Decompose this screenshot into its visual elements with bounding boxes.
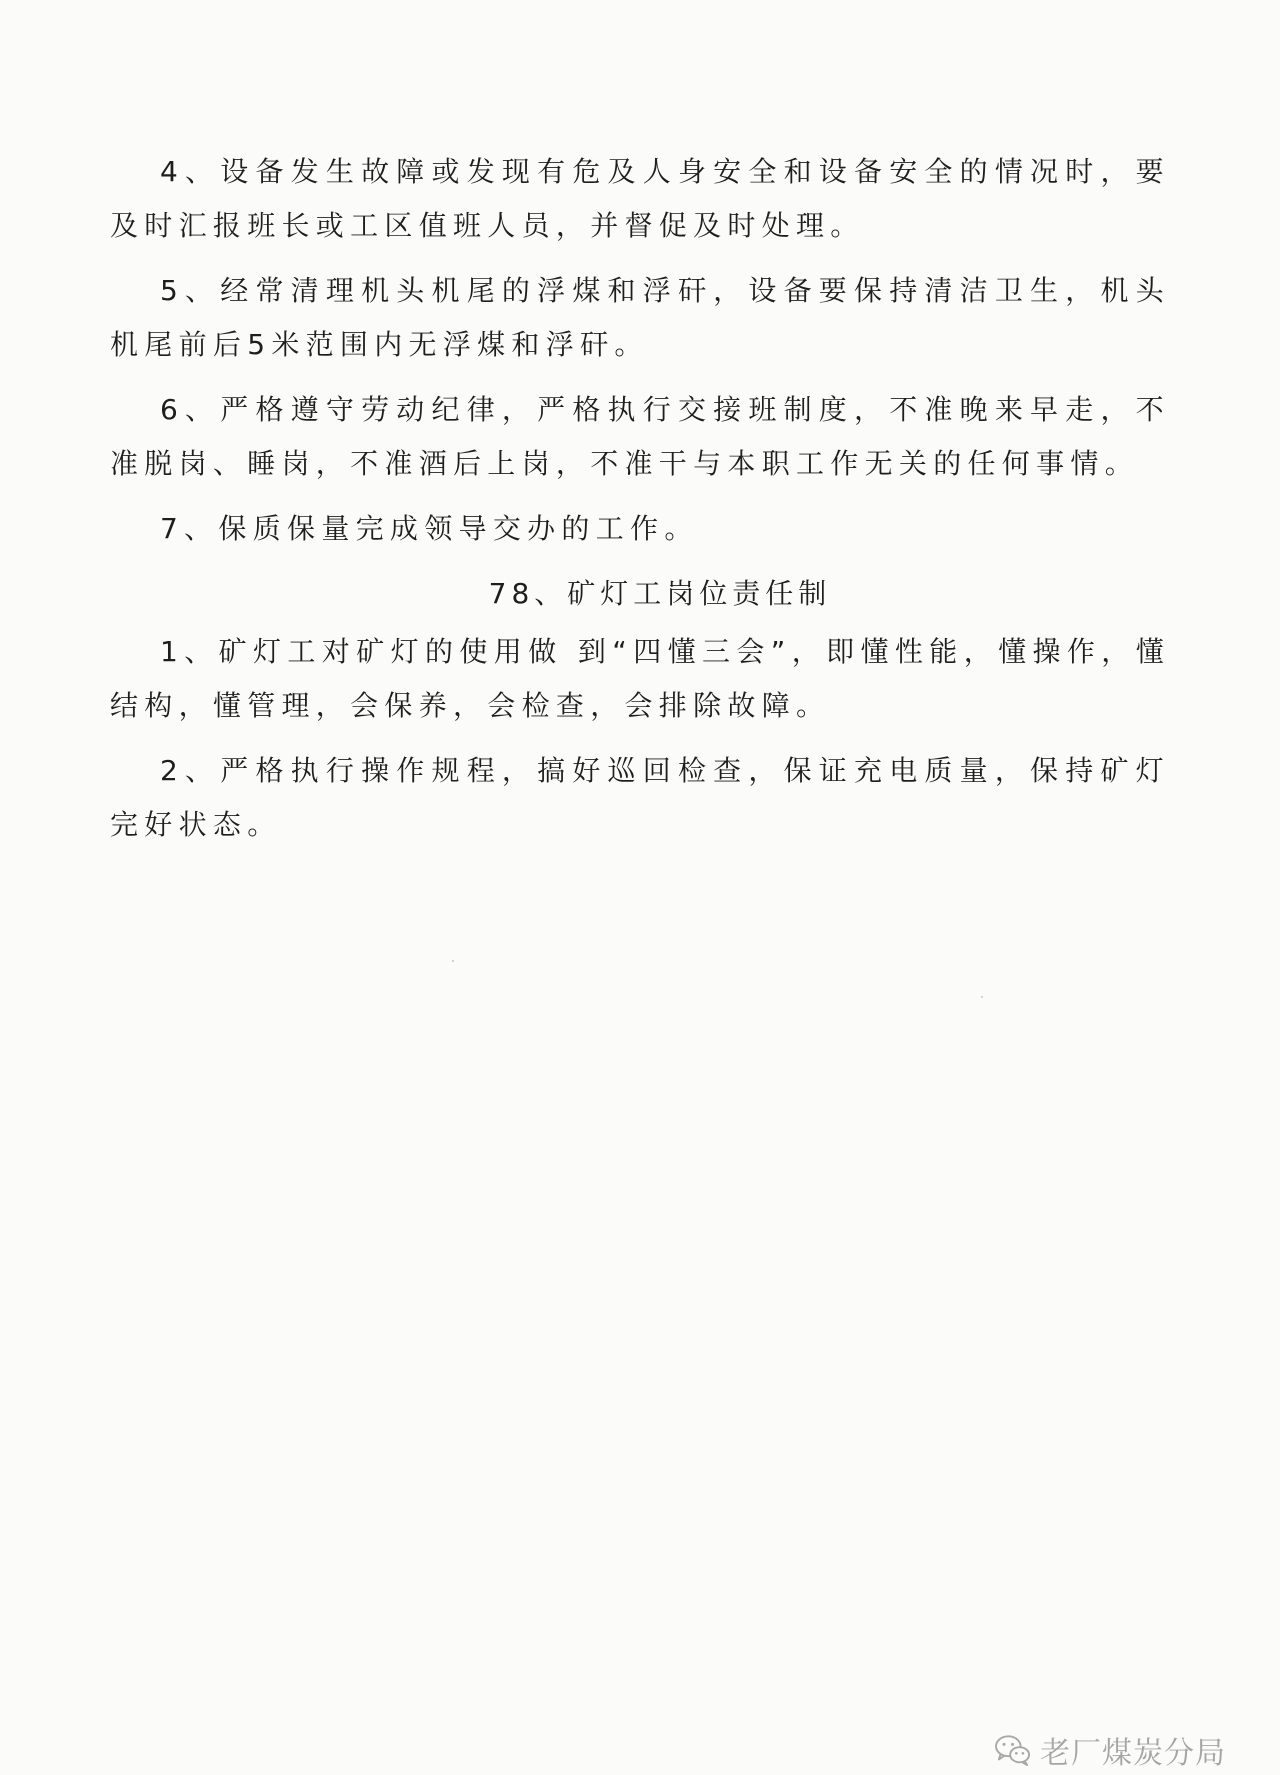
scan-speck	[452, 960, 454, 962]
scan-speck	[981, 996, 983, 998]
paragraph-item-1: 1、矿灯工对矿灯的使用做 到“四懂三会”，即懂性能，懂操作，懂结构，懂管理，会保养，会检查，会排除故障。	[110, 635, 1170, 722]
paragraph-item-6: 6、严格遵守劳动纪律，严格执行交接班制度，不准晚来早走，不准脱岗、睡岗，不准酒后上岗，不准干与本职工作无关的任何事情。	[110, 393, 1170, 480]
wechat-icon	[994, 1733, 1032, 1767]
paragraph-item-5: 5、经常清理机头机尾的浮煤和浮矸，设备要保持清洁卫生，机头机尾前后5米范围内无浮煤和浮矸。	[110, 274, 1170, 361]
document-body	[110, 145, 1170, 863]
watermark	[994, 1728, 1226, 1772]
section-title: 78、矿灯工岗位责任制	[488, 577, 832, 610]
paragraph-item-4: 4、设备发生故障或发现有危及人身安全和设备安全的情况时，要及时汇报班长或工区值班人员，并督促及时处理。	[110, 155, 1170, 242]
watermark-text: 老厂煤炭分局	[1040, 1736, 1226, 1771]
paragraph-item-2: 2、严格执行操作规程，搞好巡回检查，保证充电质量，保持矿灯完好状态。	[110, 754, 1170, 841]
paragraph-item-7: 7、保质保量完成领导交办的工作。	[160, 512, 699, 545]
